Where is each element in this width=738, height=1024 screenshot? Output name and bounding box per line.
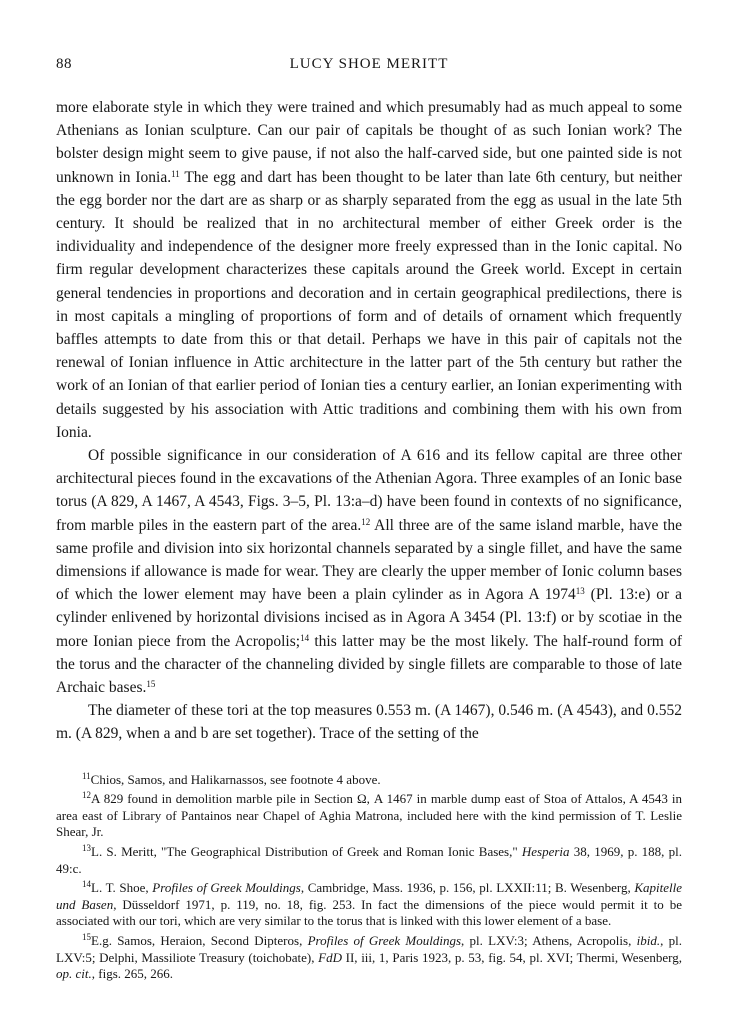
footnote-12 bbox=[56, 791, 682, 841]
footnote-text: , Düsseldorf 1971, p. 119, no. 18, fig. 253. In fact the dimensions of the piece would permit it to be associated with our tori, which are very similar to the torus that is linked with this lower element of a base. bbox=[56, 896, 683, 929]
paragraph-text: Of possible significance in our consideration of A 616 and its fellow capital are three other architectural pieces found in the excavations of the Athenian Agora. Three examples of an Ionic base torus (A 829, A 1467, A 4543, Figs. 3–5, Pl. 13:a–d) have been found in contexts of no significance, from marble piles in the eastern part of the area. bbox=[56, 447, 682, 534]
footnote-ref: 11 bbox=[171, 168, 180, 179]
footnote-ref: 15 bbox=[146, 679, 156, 690]
paragraph-text: more elaborate style in which they were trained and which presumably had as much appeal to some Athenians as Ionian sculpture. Can our pair of capitals be thought of as such Ionian work? The bolster design might seem to give pause, if not also the half-carved side, but one painted side is not unknown in Ionia. bbox=[56, 99, 682, 186]
ibid-abbrev: ibid. bbox=[636, 933, 661, 949]
page-number: 88 bbox=[56, 56, 72, 72]
series-abbrev: FdD bbox=[318, 949, 342, 965]
page-header bbox=[56, 56, 682, 78]
footnote-ref: 14 bbox=[300, 632, 310, 643]
footnote-number: 13 bbox=[82, 843, 91, 854]
paragraph bbox=[56, 96, 682, 444]
footnote-13 bbox=[56, 844, 682, 877]
paragraph-text: All three are of the same island marble, have the same profile and division into six horizontal channels separated by a single fillet, and have the same dimensions if allowance is made for wear. They are clearly the upper member of Ionic column bases of which the lower element may have been a plain cylinder as in Agora A 1974 bbox=[56, 516, 682, 604]
journal-title: Hesperia bbox=[521, 844, 570, 860]
paragraph-text: this latter may be the most likely. The half-round form of the torus and the character of the channeling divided by single fillets are comparable to those of late Archaic bases. bbox=[56, 632, 682, 697]
footnote-text: , Cambridge, Mass. 1936, p. 156, pl. LXXII:11; B. Wesenberg, bbox=[300, 880, 635, 896]
paragraph bbox=[56, 444, 682, 699]
running-head: LUCY SHOE MERITT bbox=[289, 56, 449, 72]
footnote-11 bbox=[56, 772, 682, 789]
footnote-ref: 12 bbox=[361, 516, 371, 527]
paragraph: The diameter of these tori at the top measures 0.553 m. (A 1467), 0.546 m. (A 4543), and 0.552 m. (A 829, when a and b are set together). Trace of the setting of the bbox=[56, 702, 682, 743]
footnote-number: 12 bbox=[82, 790, 91, 801]
footnote-text: , figs. 265, 266. bbox=[91, 966, 173, 982]
opcit-abbrev: op. cit. bbox=[56, 966, 92, 982]
paragraph-text: The egg and dart has been thought to be later than late 6th century, but neither the egg border nor the dart are as sharp or as sharply separated from the egg as usual in the late 5th century. It should be realized that in no architectural member of either Greek order is the individuality and independence of the designer more freely expressed than in the Ionic capital. No firm regular development characterizes these capitals around the Greek world. Except in certain general tendencies in proportions and decoration and in certain geographical predilections, there is in most capitals a mingling of proportions of form and of details of ornament which frequently baffles attempts to date from this or that detail. Perhaps we have in this pair of capitals not the renewal of Ionian influence in Attic architecture in the latter part of the 5th century but rather the work of an Ionian of that earlier period of Ionian ties a century earlier, an Ionian experimenting with details suggested by his association with Attic traditions and combining them with his own from Ionia. bbox=[56, 168, 682, 441]
page bbox=[56, 56, 682, 986]
book-title: Profiles of Greek Mouldings bbox=[307, 933, 462, 949]
footnote-text: II, iii, 1, Paris 1923, p. 53, fig. 54, pl. XVI; Thermi, Wesenberg, bbox=[341, 949, 682, 965]
footnote-text: , pl. LXV:3; Athens, Acropolis, bbox=[461, 933, 637, 949]
footnote-number: 14 bbox=[82, 879, 91, 890]
book-title: Profiles of Greek Mouldings bbox=[152, 880, 301, 896]
footnote-15 bbox=[56, 933, 682, 983]
book-title: Kapitelle und Basen bbox=[56, 880, 683, 912]
footnote-text: E.g. Samos, Heraion, Second Dipteros, bbox=[91, 933, 308, 949]
footnote-number: 15 bbox=[82, 932, 91, 943]
footnote-text: 38, 1969, p. 188, pl. 49:c. bbox=[56, 844, 682, 876]
footnote-text: A 829 found in demolition marble pile in Section Ω, A 1467 in marble dump east of Stoa of Attalos, A 4543 in area east of Library of Pantainos near Chapel of Aghia Matrona, included here with the kind permission of T. Leslie Shear, Jr. bbox=[56, 791, 682, 840]
body-text bbox=[56, 96, 682, 746]
footnote-number: 11 bbox=[82, 770, 91, 781]
footnote-text: , pl. LXV:5; Delphi, Massiliote Treasury (toichobate), bbox=[56, 933, 682, 965]
paragraph-text: (Pl. 13:e) or a cylinder enlivened by horizontal divisions incised as in Agora A 3454 (Pl. 13:f) or by scotiae in the more Ionian piece from the Acropolis; bbox=[56, 586, 682, 650]
footnote-14 bbox=[56, 880, 682, 930]
footnotes bbox=[56, 772, 682, 983]
footnote-text: L. S. Meritt, "The Geographical Distribution of Greek and Roman Ionic Bases," bbox=[91, 844, 522, 860]
footnote-text: L. T. Shoe, bbox=[91, 880, 153, 896]
footnote-text: Chios, Samos, and Halikarnassos, see footnote 4 above. bbox=[90, 771, 381, 787]
footnote-ref: 13 bbox=[575, 586, 585, 597]
